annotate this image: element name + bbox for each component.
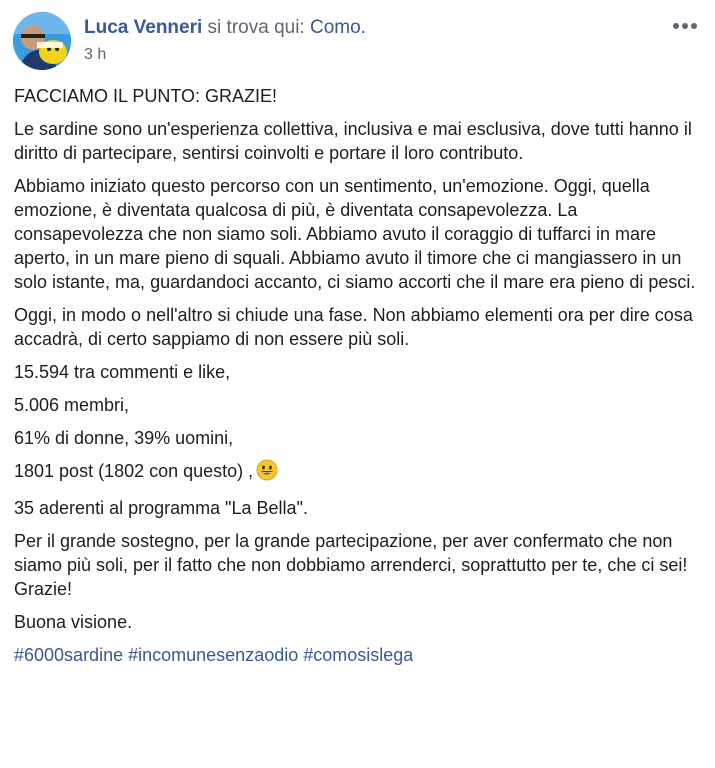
post-paragraph: Buona visione. [14, 612, 133, 632]
ellipsis-icon [672, 22, 698, 30]
post-paragraph: 5.006 membri, [14, 395, 130, 415]
hashtag-link[interactable]: #comosislega [303, 645, 414, 665]
post-paragraph: Oggi, in modo o nell'altro si chiude una fase. Non abbiamo elementi ora per dire cosa accadrà, di certo sappiamo di non essere più soli. [14, 305, 693, 349]
hashtag-link[interactable]: #incomunesenzaodio [128, 645, 299, 665]
post-header [12, 12, 703, 72]
hashtag-link[interactable]: #6000sardine [14, 645, 124, 665]
author-name-link[interactable]: Luca Venneri [84, 17, 203, 38]
post-paragraph: 61% di donne, 39% uomini, [14, 428, 234, 448]
author-avatar[interactable] [13, 12, 71, 70]
more-options-button[interactable] [667, 14, 703, 38]
post-paragraph: Abbiamo iniziato questo percorso con un sentimento, un'emozione. Oggi, quella emozione, è diventata qualcosa di più, è diventata consapevolezza. La consapevolezza che non siamo soli. Abbiamo avuto il coraggio di tuffarci in mare aperto, in un mare pieno di squali. Abbiamo avuto il timore che ci mangiassero in un solo istante, ma, guardandoci accanto, ci siamo accorti che il mare era pieno di pesci. [14, 176, 696, 292]
author-line [84, 16, 366, 40]
post-paragraph: Per il grande sostegno, per la grande partecipazione, per aver confermato che non siamo più soli, per il fatto che non dobbiamo arrenderci, soprattutto per te, che ci sei! Grazie! [14, 531, 688, 599]
avatar-photo-icon [13, 12, 71, 70]
post-paragraph: Le sardine sono un'esperienza collettiva, inclusiva e mai esclusiva, dove tutti hanno il diritto di partecipare, sentirsi coinvolti e portare il loro contributo. [14, 119, 692, 163]
post-paragraph-with-emoji [14, 459, 704, 487]
location-link[interactable]: Como. [310, 17, 366, 38]
grinning-face-icon [256, 459, 278, 487]
posts-count-text: 1801 post (1802 con questo) , [14, 461, 254, 481]
post-timestamp[interactable]: 3 h [84, 46, 107, 63]
post-paragraph: FACCIAMO IL PUNTO: GRAZIE! [14, 86, 278, 106]
post-paragraph: 35 aderenti al programma "La Bella". [14, 498, 308, 518]
location-prefix: si trova qui: [202, 17, 310, 38]
post-body [14, 84, 704, 676]
hashtags-line [14, 643, 704, 667]
post-paragraph: 15.594 tra commenti e like, [14, 362, 231, 382]
